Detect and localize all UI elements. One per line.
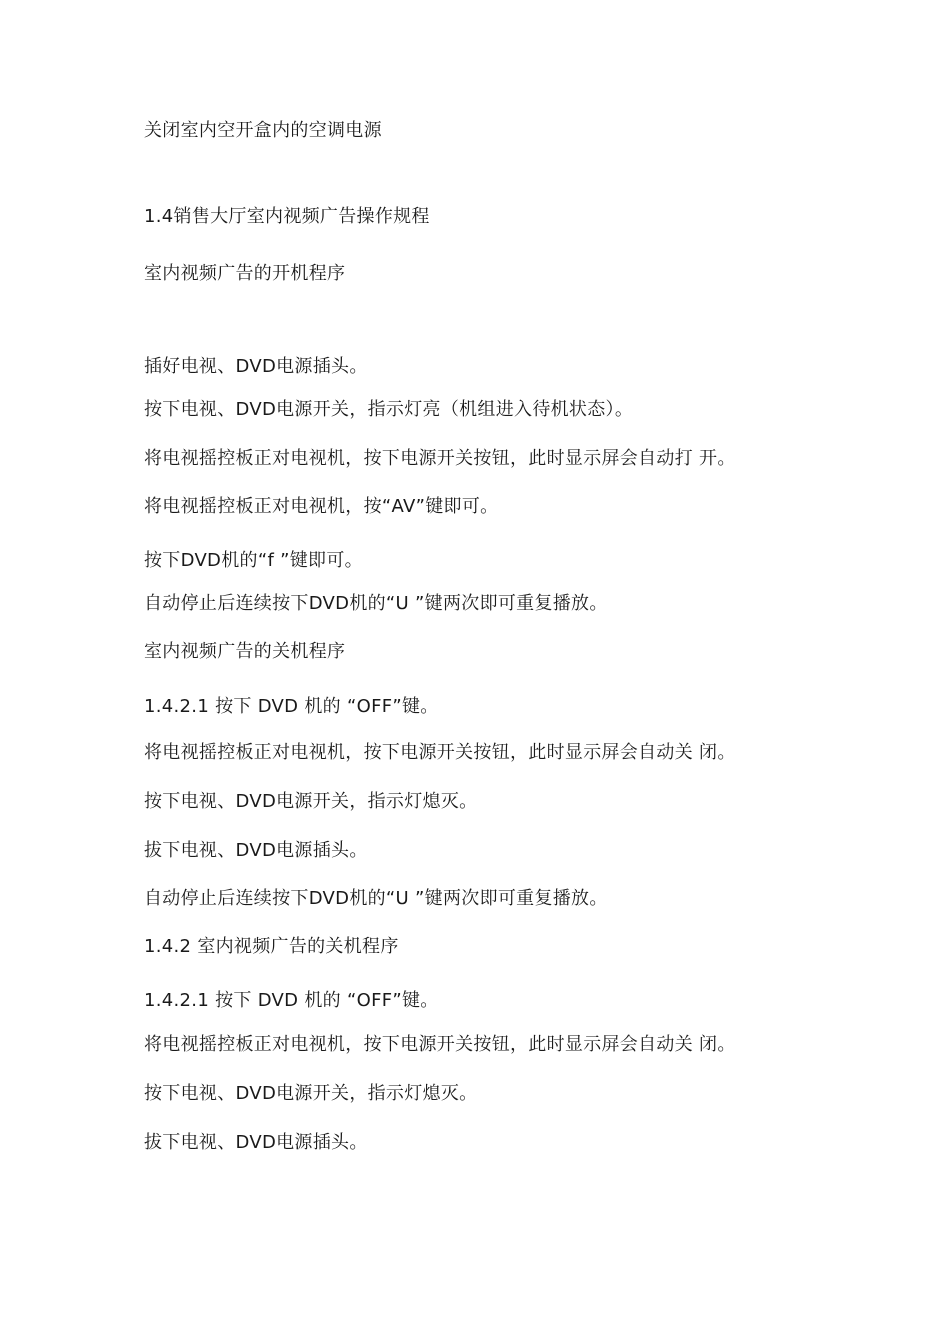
text-line: 将电视摇控板正对电视机，按下电源开关按钮，此时显示屏会自动关 闭。 — [144, 1034, 736, 1055]
text-line: 拔下电视、DVD电源插头。 — [144, 840, 368, 861]
subsection-heading: 室内视频广告的开机程序 — [144, 263, 346, 284]
text-line: 自动停止后连续按下DVD机的“U ”键两次即可重复播放。 — [144, 593, 608, 614]
text-line: 拔下电视、DVD电源插头。 — [144, 1132, 368, 1153]
text-line: 1.4.2.1 按下 DVD 机的 “OFF”键。 — [144, 696, 439, 717]
text-line: 按下DVD机的“f ”键即可。 — [144, 550, 363, 571]
text-line: 按下电视、DVD电源开关，指示灯熄灭。 — [144, 1083, 478, 1104]
text-line: 自动停止后连续按下DVD机的“U ”键两次即可重复播放。 — [144, 888, 608, 909]
text-line: 将电视摇控板正对电视机，按下电源开关按钮，此时显示屏会自动关 闭。 — [144, 742, 736, 763]
text-line: 将电视摇控板正对电视机，按“AV”键即可。 — [144, 496, 499, 517]
text-line: 关闭室内空开盒内的空调电源 — [144, 120, 382, 141]
subsection-heading: 1.4.2 室内视频广告的关机程序 — [144, 936, 399, 957]
section-heading: 1.4销售大厅室内视频广告操作规程 — [144, 206, 430, 227]
text-line: 按下电视、DVD电源开关，指示灯亮（机组进入待机状态）。 — [144, 399, 634, 420]
text-line: 插好电视、DVD电源插头。 — [144, 356, 368, 377]
subsection-heading: 室内视频广告的关机程序 — [144, 641, 346, 662]
text-line: 1.4.2.1 按下 DVD 机的 “OFF”键。 — [144, 990, 439, 1011]
text-line: 将电视摇控板正对电视机，按下电源开关按钮，此时显示屏会自动打 开。 — [144, 448, 736, 469]
text-line: 按下电视、DVD电源开关，指示灯熄灭。 — [144, 791, 478, 812]
